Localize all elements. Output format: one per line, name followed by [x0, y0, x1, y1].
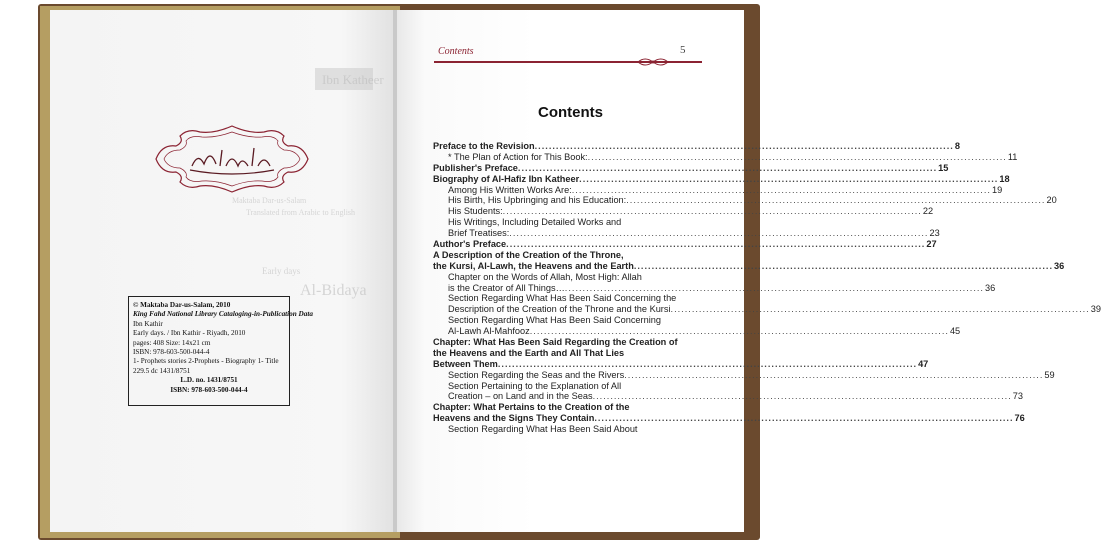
toc-entry-page: 36 [985, 282, 996, 293]
toc-entry-label: His Birth, His Upbringing and his Education: [448, 195, 627, 206]
toc-leader-dots [565, 283, 984, 294]
toc-leader-dots [498, 359, 917, 370]
toc-entry-page: 76 [1014, 413, 1025, 424]
toc-entry [433, 424, 691, 435]
toc-entry [433, 358, 929, 370]
toc-entry-label: Between Them [433, 358, 498, 369]
toc-entry-page: 73 [1012, 391, 1024, 402]
running-head: Contents [438, 46, 474, 57]
cip-ld-number: L.D. no. 1431/8751 [180, 376, 238, 385]
toc-leader-dots [506, 239, 925, 250]
toc-entry-label: is the Creator of All Things… [448, 282, 565, 293]
toc-entry [433, 369, 1055, 381]
toc-entry-page: 11 [1007, 151, 1018, 162]
table-of-contents [433, 140, 1101, 435]
toc-entry [433, 173, 1010, 185]
toc-entry-label: Description of the Creation of the Throne and the Kursi [448, 304, 671, 315]
toc-leader-dots [671, 304, 1090, 315]
toc-entry-page: 8 [954, 140, 960, 151]
toc-leader-dots [503, 206, 922, 217]
toc-leader-dots [509, 228, 928, 239]
toc-entry [433, 140, 960, 152]
toc-entry-page: 59 [1044, 369, 1055, 380]
toc-entry-page: 19 [991, 184, 1003, 195]
toc-entry-label: the Heavens and the Earth and All That Lies [433, 347, 625, 358]
toc-leader-dots [535, 141, 954, 152]
toc-entry-label: Section Pertaining to the Explanation of All [448, 380, 622, 391]
toc-entry-page: 15 [938, 162, 949, 173]
toc-entry-label: the Kursi, Al-Lawh, the Heavens and the Earth [433, 260, 634, 271]
toc-leader-dots [626, 195, 1045, 206]
bleed-through-title: Ibn Katheer [322, 72, 384, 87]
toc-entry [433, 239, 937, 250]
toc-entry [433, 304, 1101, 315]
toc-entry [433, 206, 934, 217]
toc-entry-page: 22 [922, 206, 934, 217]
toc-entry [433, 162, 949, 174]
bleed-through-line: Maktaba Dar-us-Salam [232, 196, 307, 205]
toc-entry-label: His Students: [448, 206, 503, 217]
toc-leader-dots [579, 174, 998, 185]
toc-entry [433, 250, 691, 261]
header-flourish-icon [636, 56, 670, 68]
toc-entry-label: His Writings, Including Detailed Works and [448, 217, 622, 228]
toc-entry-label: Preface to the Revision [433, 140, 535, 151]
toc-entry-label: Section Regarding What Has Been Said About [448, 424, 638, 435]
toc-entry [433, 326, 961, 337]
cip-isbn: ISBN: 978-603-500-044-4 [170, 385, 248, 394]
calligraphy-medallion-icon [152, 122, 312, 196]
page-title: Contents [538, 104, 603, 121]
toc-entry [433, 381, 691, 392]
toc-leader-dots [572, 185, 991, 196]
toc-entry [433, 184, 1003, 196]
toc-entry-page: 20 [1046, 195, 1057, 206]
toc-leader-dots [593, 391, 1012, 402]
toc-entry-label: Author's Preface [433, 239, 507, 249]
toc-entry [433, 195, 1057, 206]
toc-entry [433, 315, 691, 326]
toc-entry [433, 293, 691, 304]
cip-library: King Fahd National Library Cataloging-in-Publication Data [133, 310, 313, 319]
toc-leader-dots [530, 326, 949, 337]
toc-entry-page: 45 [949, 326, 961, 337]
toc-entry [433, 391, 1024, 402]
toc-entry [433, 402, 691, 413]
toc-entry-label: Biography of Al-Hafiz Ibn Katheer [433, 173, 580, 184]
cip-data-box [128, 296, 313, 406]
toc-entry [433, 282, 996, 294]
cip-line: pages: 408 Size: 14x21 cm [133, 338, 211, 347]
toc-entry-page: 47 [918, 358, 929, 369]
toc-entry-label: Chapter: What Pertains to the Creation of the [433, 402, 630, 413]
toc-entry-label: Creation – on Land and in the Seas [448, 391, 593, 402]
toc-entry-page: 39 [1090, 304, 1101, 315]
toc-entry [433, 260, 1065, 272]
toc-entry-label: Chapter: What Has Been Said Regarding the Creation of [433, 337, 678, 348]
toc-leader-dots [624, 370, 1043, 381]
bleed-through-line: Early days [262, 266, 301, 276]
toc-leader-dots [518, 163, 937, 174]
bleed-through-line: Al-Bidaya [300, 282, 367, 299]
cip-line: 229.5 dc 1431/8751 [133, 366, 191, 375]
toc-entry [433, 151, 1018, 163]
toc-leader-dots [588, 152, 1007, 163]
toc-entry-label: Publisher's Preface [433, 162, 518, 173]
toc-entry-page: 36 [1054, 260, 1065, 271]
toc-entry [433, 337, 691, 348]
toc-entry [433, 228, 940, 239]
toc-entry-page: 23 [929, 228, 940, 239]
cip-line: 1- Prophets stories 2-Prophets - Biography 1- Title [133, 357, 279, 366]
toc-entry [433, 413, 1025, 424]
toc-entry-label: Al-Lawh Al-Mahfooz [448, 326, 530, 337]
toc-entry-label: Section Regarding What Has Been Said Concerning the [448, 293, 677, 304]
toc-leader-dots [634, 261, 1053, 272]
toc-entry [433, 272, 691, 283]
bleed-through-line: Translated from Arabic to English [246, 208, 356, 217]
toc-entry-label: Heavens and the Signs They Contain [433, 413, 595, 424]
toc-entry-label: Among His Written Works Are: [448, 184, 572, 195]
page-number: 5 [680, 44, 686, 56]
toc-entry-label: Section Regarding What Has Been Said Concerning [448, 315, 661, 326]
toc-entry [433, 217, 691, 228]
cip-line: Early days. / Ibn Kathir - Riyadh, 2010 [133, 329, 246, 338]
toc-leader-dots [594, 413, 1013, 424]
cip-line: ISBN: 978-603-500-044-4 [133, 348, 210, 357]
toc-entry-label: Brief Treatises: [448, 228, 510, 239]
toc-entry-page: 18 [999, 173, 1010, 184]
cip-line: Ibn Kathir [133, 319, 163, 328]
toc-entry-page: 27 [926, 239, 937, 249]
cip-copyright: © Maktaba Dar-us-Salam, 2010 [133, 301, 231, 309]
toc-entry-label: * The Plan of Action for This Book: [448, 151, 588, 162]
bismillah-ornament [152, 122, 312, 196]
toc-entry-label: Section Regarding the Seas and the Rivers [448, 369, 625, 380]
toc-entry [433, 348, 691, 359]
toc-entry-label: Chapter on the Words of Allah, Most High: Allah [448, 271, 642, 282]
toc-entry-label: A Description of the Creation of the Throne, [433, 249, 624, 260]
